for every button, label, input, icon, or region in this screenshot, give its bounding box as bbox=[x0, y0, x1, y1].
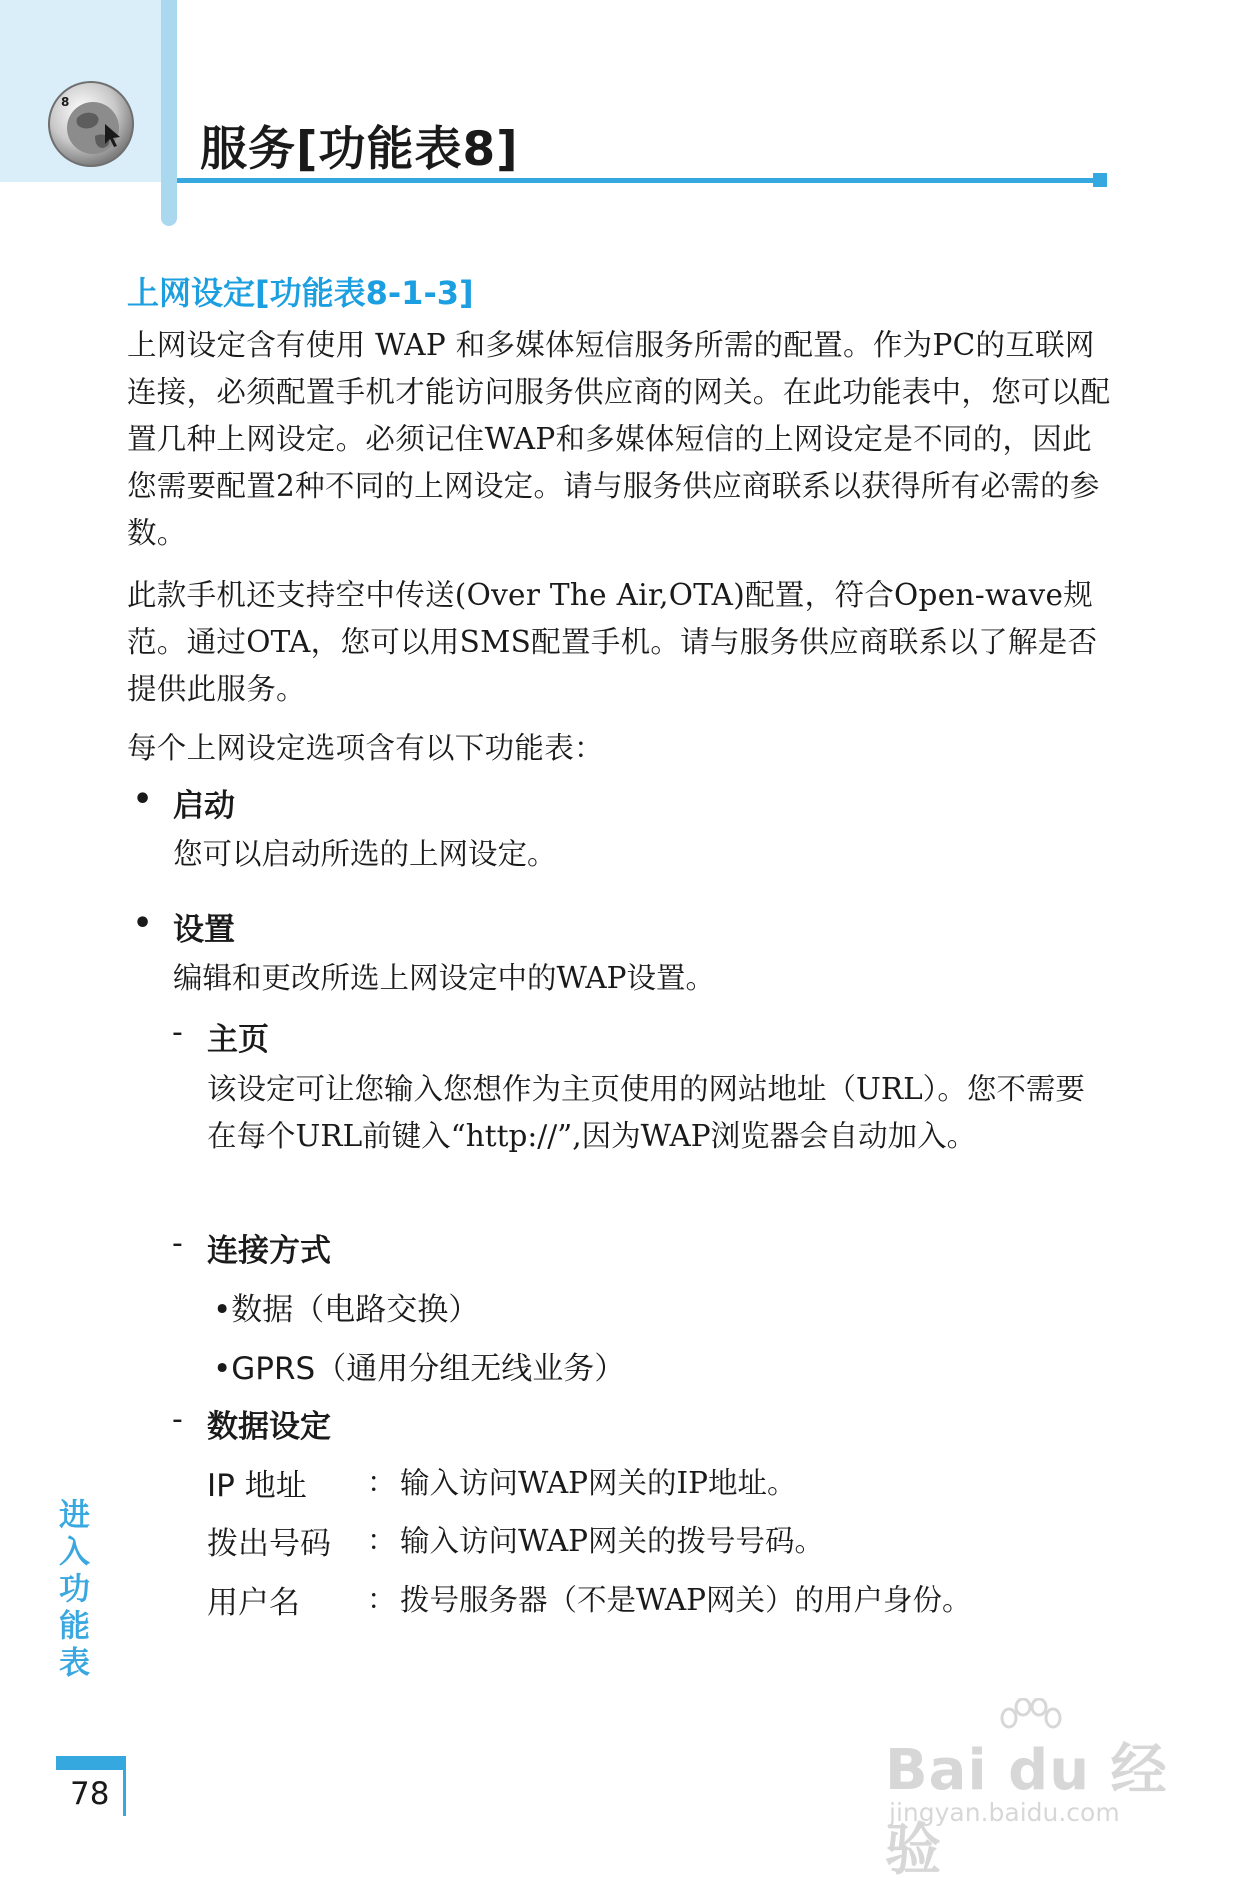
watermark-brand: Bai du 经验 bbox=[885, 1738, 1168, 1883]
dash-marker: - bbox=[172, 1015, 183, 1050]
field-row-ip bbox=[207, 1460, 1112, 1506]
item-title-activate: 启动 bbox=[173, 788, 235, 824]
field-label: 用户名 bbox=[207, 1585, 300, 1621]
section-heading: 上网设定[功能表8-1-3] bbox=[127, 274, 474, 312]
subitem-title-connection: 连接方式 bbox=[207, 1233, 331, 1269]
field-label: IP 地址 bbox=[207, 1468, 307, 1504]
field-label: 拨出号码 bbox=[207, 1526, 331, 1562]
field-row-user bbox=[207, 1577, 1112, 1623]
options-intro: 每个上网设定选项含有以下功能表： bbox=[127, 731, 604, 765]
dash-marker: - bbox=[172, 1402, 183, 1437]
field-value: 拨号服务器（不是WAP网关）的用户身份。 bbox=[400, 1583, 972, 1617]
bullet-dot: • bbox=[133, 782, 153, 817]
page-number-bar bbox=[56, 1756, 126, 1770]
item-title-settings: 设置 bbox=[173, 912, 235, 948]
bullet-dot: • bbox=[133, 906, 153, 941]
field-value: 输入访问WAP网关的拨号号码。 bbox=[400, 1524, 825, 1558]
option-data: •数据（电路交换） bbox=[213, 1292, 480, 1328]
page-title: 服务[功能表8] bbox=[200, 122, 519, 177]
title-underline-end bbox=[1093, 173, 1107, 187]
page-number: 78 bbox=[70, 1776, 110, 1812]
item-desc-settings: 编辑和更改所选上网设定中的WAP设置。 bbox=[173, 961, 716, 995]
option-gprs: •GPRS（通用分组无线业务） bbox=[213, 1351, 626, 1387]
side-tab-label: 进入功能表 bbox=[53, 1498, 89, 1683]
subitem-desc-homepage: 该设定可让您输入您想作为主页使用的网站地址（URL）。您不需要在每个URL前键入“http://”,因为WAP浏览器会自动加入。 bbox=[207, 1072, 1085, 1153]
globe-icon bbox=[47, 80, 135, 168]
field-colon: ： bbox=[367, 1582, 397, 1616]
header-vertical-bar bbox=[161, 0, 177, 226]
intro-paragraph: 上网设定含有使用 WAP 和多媒体短信服务所需的配置。作为PC的互联网连接，必须配置手机才能访问服务供应商的网关。在此功能表中，您可以配置几种上网设定。必须记住WAP和多媒体短信的上网设定是不同的，因此您需要配置2种不同的上网设定。请与服务供应商联系以获得所有必需的参数。 bbox=[127, 328, 1111, 550]
subitem-title-data-settings: 数据设定 bbox=[207, 1409, 331, 1445]
dash-marker: - bbox=[172, 1226, 183, 1261]
chapter-number: 8 bbox=[61, 95, 70, 109]
title-underline bbox=[177, 178, 1107, 183]
watermark-url: jingyan.baidu.com bbox=[889, 1798, 1120, 1827]
field-row-dial bbox=[207, 1518, 1112, 1564]
baidu-watermark bbox=[885, 1698, 1185, 1883]
subitem-title-homepage: 主页 bbox=[207, 1022, 269, 1058]
item-desc-activate: 您可以启动所选的上网设定。 bbox=[173, 837, 557, 871]
field-colon: ： bbox=[367, 1465, 397, 1499]
page-number-rule bbox=[123, 1756, 126, 1816]
ota-paragraph: 此款手机还支持空中传送(Over The Air,OTA)配置，符合Open-wave规范。通过OTA，您可以用SMS配置手机。请与服务供应商联系以了解是否提供此服务。 bbox=[127, 578, 1098, 706]
field-colon: ： bbox=[367, 1523, 397, 1557]
field-value: 输入访问WAP网关的IP地址。 bbox=[400, 1466, 797, 1500]
